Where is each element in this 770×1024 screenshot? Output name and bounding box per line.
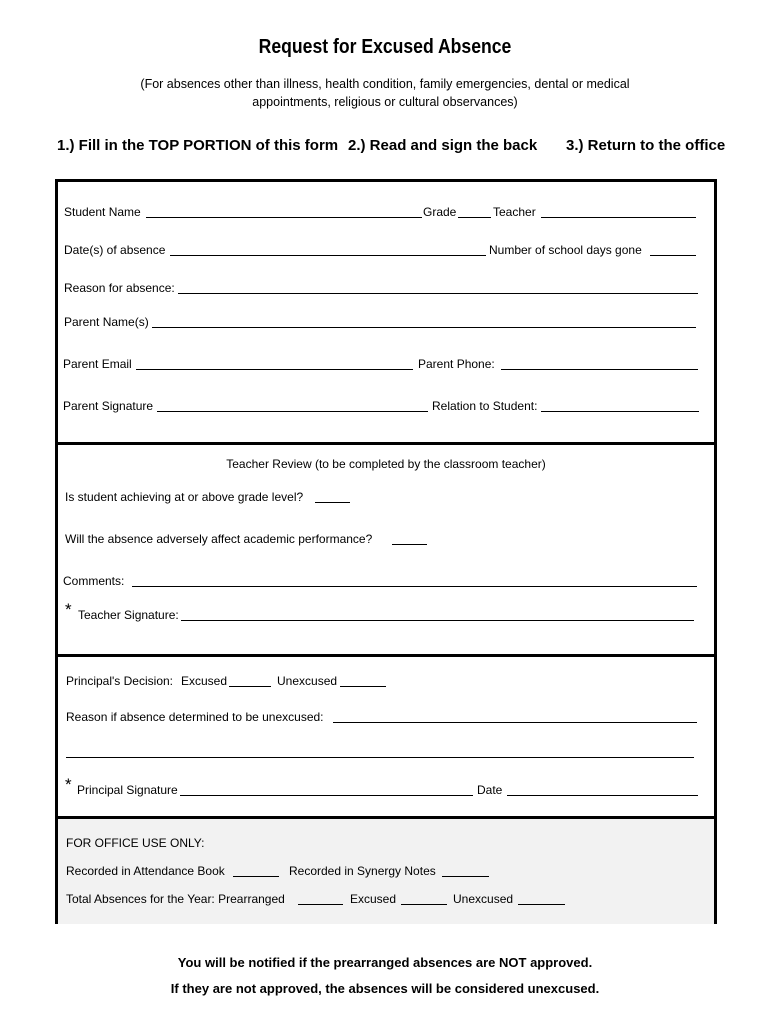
synergy-field[interactable]	[442, 876, 489, 877]
parent-signature-row	[58, 398, 714, 414]
unexcused-reason-row	[58, 709, 714, 725]
step-3: 3.) Return to the office	[566, 137, 726, 154]
teacher-field[interactable]	[541, 217, 696, 218]
totals-row	[58, 891, 714, 907]
principal-signature-row	[58, 775, 714, 798]
grade-label: Grade	[423, 205, 457, 219]
principal-signature-label: Principal Signature	[77, 783, 178, 797]
attendance-book-label: Recorded in Attendance Book	[66, 864, 225, 878]
parent-email-field[interactable]	[136, 369, 413, 370]
teacher-signature-field[interactable]	[181, 620, 694, 621]
unexcused-field[interactable]	[340, 686, 386, 687]
teacher-signature-label: Teacher Signature:	[78, 608, 179, 622]
subtitle-line-1: (For absences other than illness, health condition, family emergencies, dental or medical	[140, 77, 630, 91]
grade-field[interactable]	[458, 217, 491, 218]
form-subtitle	[100, 75, 670, 111]
recorded-row	[58, 863, 714, 879]
performance-row	[58, 531, 714, 547]
office-section	[58, 816, 714, 924]
comments-row	[58, 573, 714, 589]
days-gone-field[interactable]	[650, 255, 696, 256]
footer-notice-2: If they are not approved, the absences will be considered unexcused.	[170, 981, 600, 996]
grade-level-row	[58, 489, 714, 505]
parent-contact-row	[58, 356, 714, 372]
total-unexcused-field[interactable]	[518, 904, 565, 905]
grade-level-question: Is student achieving at or above grade level?	[65, 490, 304, 504]
parent-signature-label: Parent Signature	[63, 399, 154, 413]
performance-question: Will the absence adversely affect academic performance?	[65, 532, 373, 546]
student-name-row	[58, 204, 714, 220]
attendance-book-field[interactable]	[233, 876, 279, 877]
total-prearranged-label: Total Absences for the Year: Prearranged	[66, 892, 285, 906]
synergy-label: Recorded in Synergy Notes	[289, 864, 436, 878]
parent-phone-field[interactable]	[501, 369, 698, 370]
teacher-heading: Teacher Review (to be completed by the classroom teacher)	[226, 457, 546, 471]
teacher-section	[58, 442, 714, 657]
required-star: *	[65, 600, 72, 619]
reason-label: Reason for absence:	[64, 281, 175, 295]
grade-level-field[interactable]	[315, 502, 350, 503]
unexcused-reason-field-2[interactable]	[66, 757, 694, 758]
dates-row	[58, 242, 714, 258]
subtitle-line-2: appointments, religious or cultural observances)	[252, 95, 518, 109]
instruction-steps	[0, 137, 770, 157]
dates-field[interactable]	[170, 255, 486, 256]
unexcused-label: Unexcused	[277, 674, 338, 688]
office-heading-row	[58, 835, 714, 851]
dates-label: Date(s) of absence	[64, 243, 166, 257]
principal-section	[58, 654, 714, 819]
total-excused-label: Excused	[350, 892, 397, 906]
total-unexcused-label: Unexcused	[453, 892, 514, 906]
principal-signature-field[interactable]	[180, 795, 473, 796]
step-2: 2.) Read and sign the back	[348, 137, 538, 154]
total-excused-field[interactable]	[401, 904, 447, 905]
parent-phone-label: Parent Phone:	[418, 357, 495, 371]
performance-field[interactable]	[392, 544, 427, 545]
form-title: Request for Excused Absence	[258, 36, 512, 58]
comments-field[interactable]	[132, 586, 697, 587]
student-name-label: Student Name	[64, 205, 141, 219]
student-section	[58, 182, 714, 442]
date-field[interactable]	[507, 795, 698, 796]
unexcused-reason-row-2	[58, 744, 714, 760]
parent-names-label: Parent Name(s)	[64, 315, 149, 329]
footer-notice-1: You will be notified if the prearranged absences are NOT approved.	[177, 955, 593, 970]
days-gone-label: Number of school days gone	[489, 243, 642, 257]
total-prearranged-field[interactable]	[298, 904, 343, 905]
parent-names-field[interactable]	[152, 327, 696, 328]
required-star: *	[65, 775, 72, 794]
decision-label: Principal's Decision:	[66, 674, 173, 688]
reason-row	[58, 280, 714, 296]
unexcused-reason-field[interactable]	[333, 722, 697, 723]
parent-email-label: Parent Email	[63, 357, 132, 371]
excused-field[interactable]	[229, 686, 271, 687]
student-name-field[interactable]	[146, 217, 422, 218]
decision-row	[58, 673, 714, 689]
teacher-label: Teacher	[493, 205, 536, 219]
parent-signature-field[interactable]	[157, 411, 428, 412]
office-heading: FOR OFFICE USE ONLY:	[66, 836, 205, 850]
excused-label: Excused	[181, 674, 228, 688]
reason-field[interactable]	[178, 293, 698, 294]
request-form	[55, 179, 717, 924]
comments-label: Comments:	[63, 574, 125, 588]
step-1: 1.) Fill in the TOP PORTION of this form	[57, 137, 339, 154]
relation-label: Relation to Student:	[432, 399, 538, 413]
parent-names-row	[58, 314, 714, 330]
teacher-signature-row	[58, 600, 714, 623]
unexcused-reason-label: Reason if absence determined to be unexcused:	[66, 710, 324, 724]
date-label: Date	[477, 783, 503, 797]
relation-field[interactable]	[541, 411, 699, 412]
